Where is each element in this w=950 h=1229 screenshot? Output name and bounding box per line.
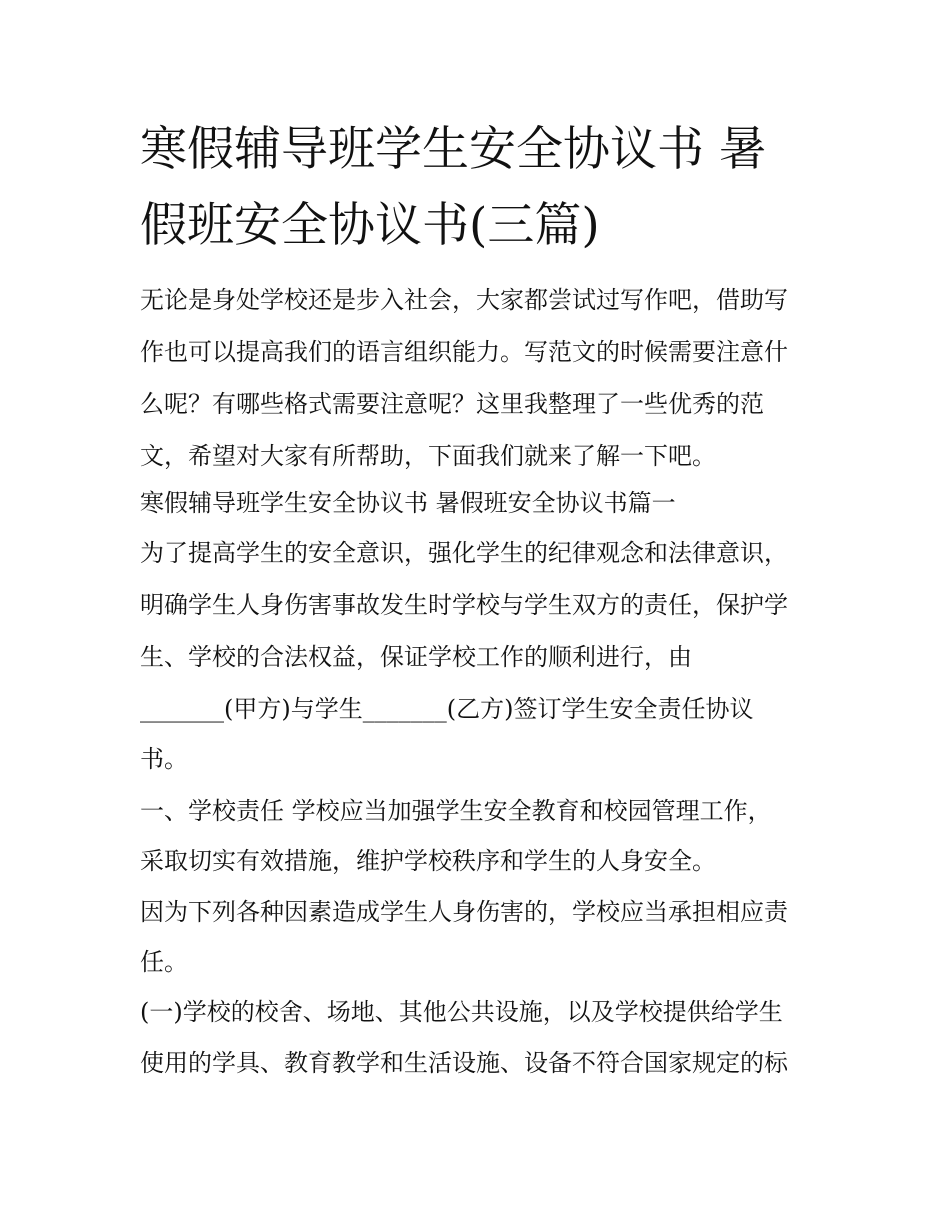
body-line-8: 因为下列各种因素造成学生人身伤害的，学校应当承担相应责	[140, 898, 788, 926]
intro-line-3: 么呢？有哪些格式需要注意呢？这里我整理了一些优秀的范	[140, 390, 764, 418]
body-line-11: 使用的学具、教育教学和生活设施、设备不符合国家规定的标	[140, 1049, 788, 1077]
body-line-1: 为了提高学生的安全意识，强化学生的纪律观念和法律意识，	[140, 539, 788, 567]
title-line-2: 假班安全协议书(三篇)	[140, 198, 600, 253]
body-line-6: 一、学校责任 学校应当加强学生安全教育和校园管理工作，	[140, 797, 772, 825]
body-line-5: 书。	[140, 745, 188, 773]
body-line-2: 明确学生人身伤害事故发生时学校与学生双方的责任，保护学	[140, 591, 788, 619]
intro-line-2: 作也可以提高我们的语言组织能力。写范文的时候需要注意什	[140, 338, 788, 366]
body-line-9: 任。	[140, 948, 188, 976]
intro-line-1: 无论是身处学校还是步入社会，大家都尝试过写作吧，借助写	[140, 286, 788, 314]
body-line-10: (一)学校的校舍、场地、其他公共设施，以及学校提供给学生	[140, 998, 783, 1026]
intro-line-4: 文，希望对大家有所帮助，下面我们就来了解一下吧。	[140, 442, 716, 470]
document-title	[140, 112, 820, 264]
body-line-7: 采取切实有效措施，维护学校秩序和学生的人身安全。	[140, 847, 716, 875]
body-line-3: 生、学校的合法权益，保证学校工作的顺利进行，由	[140, 643, 692, 671]
section-heading: 寒假辅导班学生安全协议书 暑假班安全协议书篇一	[140, 489, 676, 517]
title-line-1: 寒假辅导班学生安全协议书 暑	[140, 122, 766, 177]
body-line-4: _______(甲方)与学生_______(乙方)签订学生安全责任协议	[140, 695, 754, 723]
